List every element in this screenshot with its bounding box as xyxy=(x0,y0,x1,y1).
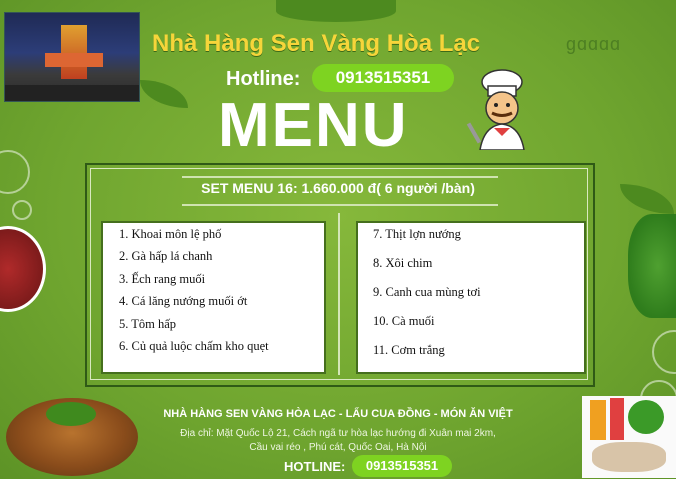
list-item: 10. Cà muối xyxy=(373,314,435,328)
restaurant-photo xyxy=(4,12,140,102)
footer-hotline-number[interactable]: 0913515351 xyxy=(352,455,452,477)
list-item: 7. Thịt lợn nướng xyxy=(373,227,461,241)
building-shape xyxy=(61,25,87,79)
column-divider xyxy=(338,213,340,375)
list-item: 6. Củ quả luộc chấm kho quẹt xyxy=(119,339,269,353)
hotline-label: Hotline: xyxy=(226,68,301,90)
list-item: 9. Canh cua mùng tơi xyxy=(373,285,481,299)
road-shape xyxy=(5,85,139,101)
list-item: 2. Gà hấp lá chanh xyxy=(119,249,213,263)
list-item: 8. Xôi chim xyxy=(373,256,433,270)
leaf-icon xyxy=(140,80,188,108)
list-item: 11. Cơm trắng xyxy=(373,343,445,357)
title-overline xyxy=(182,176,498,178)
chef-mascot-icon xyxy=(464,66,540,150)
decor-bubble xyxy=(12,200,32,220)
set-menu-title: SET MENU 16: 1.660.000 đ( 6 người /bàn) xyxy=(201,180,475,196)
sign-shape xyxy=(45,53,103,67)
footer-hotline-label: HOTLINE: xyxy=(284,459,346,474)
address-line: Cầu vai réo , Phú cát, Quốc Oai, Hà Nội xyxy=(249,442,427,453)
menu-heading: MENU xyxy=(218,91,409,160)
decor-bubble xyxy=(652,330,676,374)
meat-plate-image xyxy=(0,226,46,312)
list-item: 3. Ếch rang muối xyxy=(119,272,206,286)
vegetable-plate-image xyxy=(628,214,676,318)
hotline-number[interactable]: 0913515351 xyxy=(312,64,454,92)
title-underline xyxy=(182,204,498,206)
list-item: 5. Tôm hấp xyxy=(119,317,177,331)
title-decoration: ɡɑɑɑɑ xyxy=(566,34,622,54)
list-item: 1. Khoai môn lệ phố xyxy=(119,227,222,241)
footer-restaurant-name: NHÀ HÀNG SEN VÀNG HÒA LẠC - LẨU CUA ĐỒNG - MÓN ĂN VIỆT xyxy=(163,408,513,420)
leaf-icon xyxy=(276,0,396,22)
address-line: Địa chỉ: Mặt Quốc Lộ 21, Cách ngã tư hòa lạc hướng đi Xuân mai 2km, xyxy=(180,428,496,439)
list-item: 4. Cá lăng nướng muối ớt xyxy=(119,294,248,308)
restaurant-title: Nhà Hàng Sen Vàng Hòa Lạc xyxy=(152,30,481,57)
